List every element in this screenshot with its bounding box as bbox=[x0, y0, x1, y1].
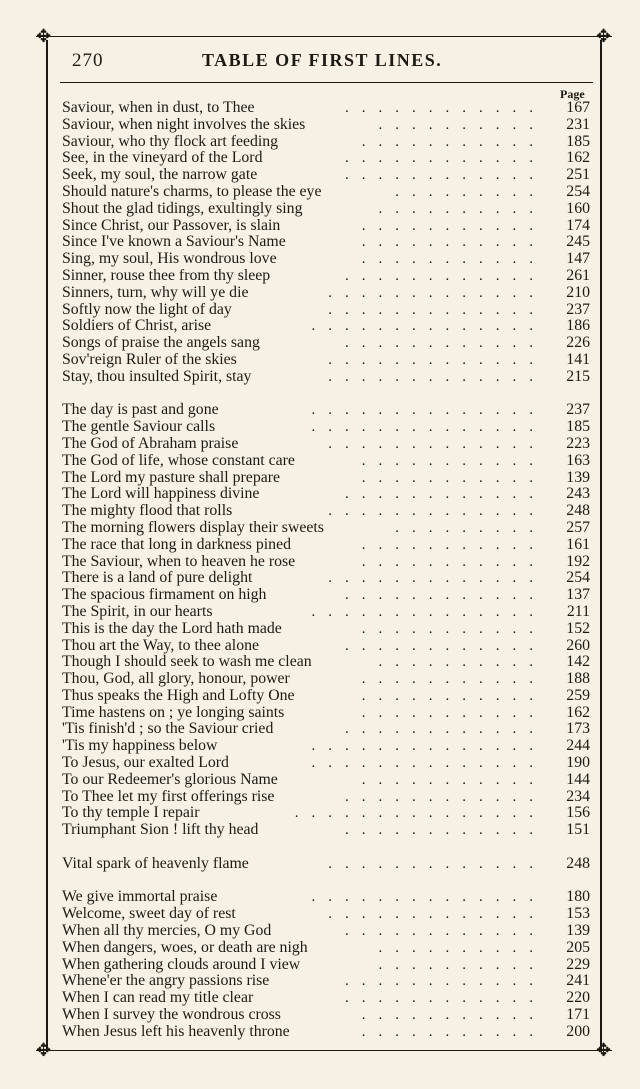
page-reference: 237 bbox=[566, 401, 590, 419]
top-border-rule bbox=[36, 36, 612, 37]
page-reference: 211 bbox=[566, 602, 590, 620]
first-line-text: The spacious firmament on high bbox=[62, 586, 267, 604]
index-entry bbox=[62, 201, 592, 218]
dot-leader: ............. bbox=[328, 351, 546, 368]
first-line-text: Vital spark of heavenly flame bbox=[62, 854, 249, 872]
page-reference: 248 bbox=[566, 502, 590, 520]
index-entry bbox=[62, 856, 592, 873]
index-entry bbox=[62, 1024, 592, 1041]
page-reference: 137 bbox=[566, 586, 590, 604]
page-reference: 185 bbox=[566, 132, 590, 150]
first-line-text: Sinners, turn, why will ye die bbox=[62, 283, 249, 301]
index-entry bbox=[62, 318, 592, 335]
first-line-text: 'Tis my happiness below bbox=[62, 737, 218, 755]
index-entry bbox=[62, 923, 592, 940]
first-line-text: When I survey the wondrous cross bbox=[62, 1006, 281, 1024]
first-line-text: Saviour, when in dust, to Thee bbox=[62, 99, 255, 116]
dot-leader: ........... bbox=[361, 671, 546, 688]
first-line-text: When dangers, woes, or death are nigh bbox=[62, 938, 308, 956]
page-reference: 254 bbox=[566, 569, 590, 587]
index-entry bbox=[62, 738, 592, 755]
dot-leader: ............ bbox=[345, 587, 546, 604]
dot-leader: ............ bbox=[345, 486, 546, 503]
dot-leader: ............. bbox=[328, 906, 546, 923]
dot-leader: .......... bbox=[378, 116, 546, 133]
index-entry bbox=[62, 789, 592, 806]
index-entry bbox=[62, 1007, 592, 1024]
first-line-text: When I can read my title clear bbox=[62, 989, 254, 1007]
page-reference: 185 bbox=[566, 418, 590, 436]
index-entry bbox=[62, 234, 592, 251]
index-entry bbox=[62, 402, 592, 419]
index-entry bbox=[62, 537, 592, 554]
dot-leader: ............. bbox=[328, 570, 546, 587]
dot-leader: ........... bbox=[361, 704, 546, 721]
dot-leader: ........... bbox=[361, 536, 546, 553]
index-entry bbox=[62, 973, 592, 990]
dot-leader: .............. bbox=[311, 419, 546, 436]
first-line-text: Though I should seek to wash me clean bbox=[62, 653, 312, 671]
page-reference: 144 bbox=[566, 770, 590, 788]
corner-ornament-icon: ✥ bbox=[36, 1040, 52, 1061]
page-reference: 257 bbox=[566, 518, 590, 536]
page-reference: 248 bbox=[566, 854, 590, 872]
index-entry bbox=[62, 604, 592, 621]
index-entry bbox=[62, 100, 592, 117]
index-entry bbox=[62, 906, 592, 923]
first-line-text: Triumphant Sion ! lift thy head bbox=[62, 821, 259, 839]
first-line-text: The Lord my pasture shall prepare bbox=[62, 468, 281, 486]
dot-leader: ........... bbox=[361, 1023, 546, 1040]
page-reference: 241 bbox=[566, 972, 590, 990]
dot-leader: ............ bbox=[345, 637, 546, 654]
index-entry bbox=[62, 688, 592, 705]
page-reference: 220 bbox=[566, 989, 590, 1007]
page-reference: 261 bbox=[566, 266, 590, 284]
page-number: 270 bbox=[72, 50, 104, 71]
first-line-text: Whene'er the angry passions rise bbox=[62, 972, 270, 990]
first-line-text: Sov'reign Ruler of the skies bbox=[62, 350, 237, 368]
first-line-text: The Spirit, in our hearts bbox=[62, 602, 213, 620]
first-line-text: See, in the vineyard of the Lord bbox=[62, 149, 263, 167]
page-reference: 171 bbox=[566, 1006, 590, 1024]
page-reference: 243 bbox=[566, 485, 590, 503]
dot-leader: ............ bbox=[345, 335, 546, 352]
dot-leader: ......... bbox=[395, 519, 546, 536]
first-line-text: To Thee let my first offerings rise bbox=[62, 787, 275, 805]
first-line-text: Time hastens on ; ye longing saints bbox=[62, 703, 285, 721]
page-reference: 147 bbox=[566, 250, 590, 268]
index-entry bbox=[62, 621, 592, 638]
first-line-text: The mighty flood that rolls bbox=[62, 502, 233, 520]
first-line-text: Sinner, rouse thee from thy sleep bbox=[62, 266, 271, 284]
first-line-text: To thy temple I repair bbox=[62, 804, 200, 822]
page-reference: 163 bbox=[566, 451, 590, 469]
page-reference: 152 bbox=[566, 619, 590, 637]
index-entry bbox=[62, 150, 592, 167]
index-entry bbox=[62, 503, 592, 520]
first-line-text: Thus speaks the High and Lofty One bbox=[62, 686, 295, 704]
group-spacer bbox=[62, 386, 592, 403]
first-line-text: Seek, my soul, the narrow gate bbox=[62, 166, 258, 184]
page-column-heading: Page bbox=[560, 87, 585, 101]
bottom-border-rule bbox=[36, 1050, 612, 1051]
index-entry bbox=[62, 486, 592, 503]
index-entry bbox=[62, 822, 592, 839]
first-line-text: 'Tis finish'd ; so the Saviour cried bbox=[62, 720, 274, 738]
page-header bbox=[62, 50, 592, 76]
dot-leader: ............ bbox=[345, 721, 546, 738]
dot-leader: ........... bbox=[361, 620, 546, 637]
page-reference: 200 bbox=[566, 1022, 590, 1040]
first-line-text: This is the day the Lord hath made bbox=[62, 619, 282, 637]
index-entry bbox=[62, 721, 592, 738]
index-entry bbox=[62, 889, 592, 906]
page-reference: 215 bbox=[566, 367, 590, 385]
group-spacer bbox=[62, 839, 592, 856]
dot-leader: ........... bbox=[361, 217, 546, 234]
page-reference: 167 bbox=[566, 99, 590, 116]
index-entry bbox=[62, 167, 592, 184]
index-entry bbox=[62, 369, 592, 386]
first-lines-list bbox=[62, 100, 592, 1041]
index-entry bbox=[62, 134, 592, 151]
dot-leader: ............ bbox=[345, 100, 546, 116]
first-line-text: When all thy mercies, O my God bbox=[62, 922, 272, 940]
page-reference: 229 bbox=[566, 955, 590, 973]
corner-ornament-icon: ✥ bbox=[596, 1040, 612, 1061]
corner-ornament-icon: ✥ bbox=[596, 26, 612, 47]
dot-leader: ........... bbox=[361, 1007, 546, 1024]
dot-leader: ........... bbox=[361, 687, 546, 704]
corner-ornament-icon: ✥ bbox=[36, 26, 52, 47]
first-line-text: Stay, thou insulted Spirit, stay bbox=[62, 367, 252, 385]
dot-leader: ............. bbox=[328, 301, 546, 318]
page-reference: 161 bbox=[566, 535, 590, 553]
first-line-text: Since Christ, our Passover, is slain bbox=[62, 216, 281, 234]
page-reference: 254 bbox=[566, 182, 590, 200]
index-entry bbox=[62, 654, 592, 671]
first-line-text: Welcome, sweet day of rest bbox=[62, 905, 236, 923]
index-entry bbox=[62, 957, 592, 974]
page-reference: 210 bbox=[566, 283, 590, 301]
dot-leader: ............. bbox=[328, 503, 546, 520]
page-reference: 141 bbox=[566, 350, 590, 368]
index-entry bbox=[62, 705, 592, 722]
dot-leader: ............ bbox=[345, 788, 546, 805]
dot-leader: ............. bbox=[328, 284, 546, 301]
index-entry bbox=[62, 419, 592, 436]
dot-leader: ........... bbox=[361, 133, 546, 150]
page-reference: 139 bbox=[566, 468, 590, 486]
page-reference: 180 bbox=[566, 888, 590, 906]
dot-leader: .............. bbox=[311, 738, 546, 755]
page-reference: 174 bbox=[566, 216, 590, 234]
index-entry bbox=[62, 117, 592, 134]
dot-leader: .......... bbox=[378, 956, 546, 973]
header-rule bbox=[60, 82, 593, 83]
first-line-text: The Saviour, when to heaven he rose bbox=[62, 552, 296, 570]
index-entry bbox=[62, 335, 592, 352]
index-entry bbox=[62, 268, 592, 285]
first-line-text: The God of Abraham praise bbox=[62, 434, 239, 452]
dot-leader: .............. bbox=[311, 889, 546, 906]
page-reference: 223 bbox=[566, 434, 590, 452]
index-entry bbox=[62, 940, 592, 957]
page-reference: 205 bbox=[566, 938, 590, 956]
dot-leader: ........... bbox=[361, 251, 546, 268]
first-line-text: When gathering clouds around I view bbox=[62, 955, 301, 973]
page-reference: 153 bbox=[566, 905, 590, 923]
dot-leader: .............. bbox=[311, 402, 546, 419]
page-title: TABLE OF FIRST LINES. bbox=[202, 50, 443, 70]
first-line-text: Should nature's charms, to please the eye bbox=[62, 182, 322, 200]
page-reference: 162 bbox=[566, 149, 590, 167]
page-reference: 173 bbox=[566, 720, 590, 738]
index-entry bbox=[62, 805, 592, 822]
dot-leader: ............ bbox=[345, 990, 546, 1007]
page-reference: 226 bbox=[566, 334, 590, 352]
first-line-text: To our Redeemer's glorious Name bbox=[62, 770, 278, 788]
page-reference: 251 bbox=[566, 166, 590, 184]
first-line-text: The Lord will happiness divine bbox=[62, 485, 260, 503]
dot-leader: ......... bbox=[395, 183, 546, 200]
first-line-text: Shout the glad tidings, exultingly sing bbox=[62, 199, 303, 217]
dot-leader: ........... bbox=[361, 234, 546, 251]
page-reference: 231 bbox=[566, 115, 590, 133]
first-line-text: The God of life, whose constant care bbox=[62, 451, 295, 469]
page-reference: 151 bbox=[566, 821, 590, 839]
first-line-text: The day is past and gone bbox=[62, 401, 219, 419]
first-line-text: The gentle Saviour calls bbox=[62, 418, 216, 436]
first-line-text: Softly now the light of day bbox=[62, 300, 232, 318]
first-line-text: Saviour, who thy flock art feeding bbox=[62, 132, 279, 150]
page-reference: 156 bbox=[566, 804, 590, 822]
dot-leader: .......... bbox=[378, 654, 546, 671]
index-entry bbox=[62, 990, 592, 1007]
dot-leader: ............ bbox=[345, 923, 546, 940]
index-entry bbox=[62, 436, 592, 453]
page-reference: 234 bbox=[566, 787, 590, 805]
dot-leader: ............ bbox=[345, 973, 546, 990]
page-reference: 260 bbox=[566, 636, 590, 654]
first-line-text: To Jesus, our exalted Lord bbox=[62, 754, 229, 772]
index-entry bbox=[62, 470, 592, 487]
first-line-text: Songs of praise the angels sang bbox=[62, 334, 260, 352]
page-reference: 245 bbox=[566, 233, 590, 251]
dot-leader: .......... bbox=[378, 939, 546, 956]
page-reference: 186 bbox=[566, 317, 590, 335]
first-line-text: Since I've known a Saviour's Name bbox=[62, 233, 286, 251]
index-entry bbox=[62, 251, 592, 268]
dot-leader: ........... bbox=[361, 452, 546, 469]
page-reference: 139 bbox=[566, 922, 590, 940]
first-line-text: The morning flowers display their sweets bbox=[62, 518, 324, 536]
dot-leader: ............. bbox=[328, 855, 546, 872]
page-reference: 160 bbox=[566, 199, 590, 217]
first-line-text: When Jesus left his heavenly throne bbox=[62, 1022, 290, 1040]
index-entry bbox=[62, 302, 592, 319]
first-line-text: The race that long in darkness pined bbox=[62, 535, 291, 553]
dot-leader: ............ bbox=[345, 267, 546, 284]
dot-leader: ........... bbox=[361, 553, 546, 570]
index-entry bbox=[62, 184, 592, 201]
index-entry bbox=[62, 218, 592, 235]
dot-leader: .......... bbox=[378, 200, 546, 217]
first-line-text: Sing, my soul, His wondrous love bbox=[62, 250, 277, 268]
dot-leader: ............... bbox=[294, 805, 546, 822]
dot-leader: .............. bbox=[311, 603, 546, 620]
page-reference: 244 bbox=[566, 737, 590, 755]
dot-leader: ........... bbox=[361, 469, 546, 486]
index-entry bbox=[62, 638, 592, 655]
page-reference: 162 bbox=[566, 703, 590, 721]
index-entry bbox=[62, 352, 592, 369]
page-reference: 190 bbox=[566, 754, 590, 772]
page-reference: 237 bbox=[566, 300, 590, 318]
group-spacer bbox=[62, 873, 592, 890]
page-reference: 192 bbox=[566, 552, 590, 570]
index-entry bbox=[62, 772, 592, 789]
page-reference: 188 bbox=[566, 670, 590, 688]
page-reference: 259 bbox=[566, 686, 590, 704]
dot-leader: .............. bbox=[311, 755, 546, 772]
page-reference: 142 bbox=[566, 653, 590, 671]
dot-leader: .............. bbox=[311, 318, 546, 335]
dot-leader: ............ bbox=[345, 822, 546, 839]
index-entry bbox=[62, 671, 592, 688]
dot-leader: ............ bbox=[345, 150, 546, 167]
index-entry bbox=[62, 755, 592, 772]
index-entry bbox=[62, 285, 592, 302]
first-line-text: Saviour, when night involves the skies bbox=[62, 115, 306, 133]
first-line-text: There is a land of pure delight bbox=[62, 569, 253, 587]
index-entry bbox=[62, 453, 592, 470]
first-line-text: Thou, God, all glory, honour, power bbox=[62, 670, 290, 688]
first-line-text: Thou art the Way, to thee alone bbox=[62, 636, 259, 654]
dot-leader: ............. bbox=[328, 368, 546, 385]
first-line-text: We give immortal praise bbox=[62, 888, 218, 906]
index-entry bbox=[62, 570, 592, 587]
dot-leader: ............. bbox=[328, 435, 546, 452]
dot-leader: ............ bbox=[345, 167, 546, 184]
index-entry bbox=[62, 554, 592, 571]
dot-leader: ........... bbox=[361, 771, 546, 788]
index-entry bbox=[62, 587, 592, 604]
first-line-text: Soldiers of Christ, arise bbox=[62, 317, 212, 335]
index-entry bbox=[62, 520, 592, 537]
